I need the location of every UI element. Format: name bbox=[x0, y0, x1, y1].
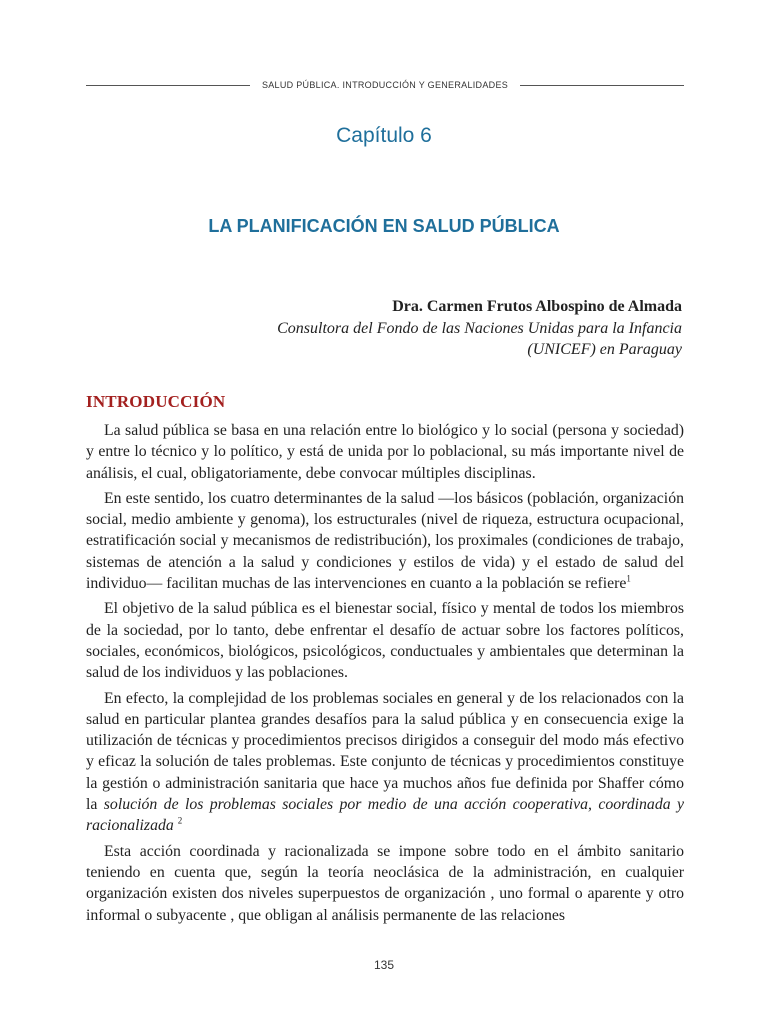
paragraph-4 bbox=[86, 688, 684, 837]
paragraph-5-text: Esta acción coordinada y racionalizada se impone sobre todo en el ámbito sanitario teniendo en cuenta que, según la teoría neoclásica de la administración, en cualquier organización existen dos niveles superpuestos de organización , uno formal o aparente y otro informal o subyacente , que obligan al análisis permanente de las relaciones bbox=[86, 842, 684, 924]
page-number: 135 bbox=[373, 958, 395, 972]
paragraph-2-text: En este sentido, los cuatro determinantes de la salud —los básicos (población, organización social, medio ambiente y genoma), los estructurales (nivel de riqueza, estructura ocupacional, estratificación social y mecanismos de redistribución), los proximales (condiciones de trabajo, sistemas de atención a la salud y condiciones y estilos de vida) y el estado de salud del individuo— facilitan muchas de las intervenciones en cuanto a la población se refiere bbox=[86, 489, 684, 593]
running-header bbox=[86, 80, 684, 90]
author-block bbox=[122, 296, 682, 361]
paragraph-3 bbox=[86, 598, 684, 683]
header-rule-right bbox=[520, 85, 684, 86]
header-rule-left bbox=[86, 85, 250, 86]
paragraph-1-text: La salud pública se basa en una relación entre lo biológico y lo social (persona y sociedad) y entre lo técnico y lo político, y está de unida por lo poblacional, su más importante nivel de análisis, el cual, obligatoriamente, debe convocar múltiples disciplinas. bbox=[86, 422, 684, 482]
section-heading: INTRODUCCIÓN bbox=[86, 392, 226, 411]
paragraph-1 bbox=[86, 420, 684, 484]
footnote-ref-2[interactable]: 2 bbox=[177, 816, 183, 827]
author-affiliation-line2: (UNICEF) en Paraguay bbox=[527, 341, 682, 358]
running-title: SALUD PÚBLICA. INTRODUCCIÓN Y GENERALIDADES bbox=[261, 80, 509, 90]
footnote-ref-1[interactable]: 1 bbox=[626, 573, 631, 584]
chapter-title: LA PLANIFICACIÓN EN SALUD PÚBLICA bbox=[208, 216, 560, 236]
paragraph-2 bbox=[86, 488, 684, 594]
author-name: Dra. Carmen Frutos Albospino de Almada bbox=[392, 298, 682, 315]
paragraph-5 bbox=[86, 841, 684, 926]
body-text bbox=[86, 420, 684, 930]
chapter-label: Capítulo 6 bbox=[336, 124, 432, 147]
author-affiliation-line1: Consultora del Fondo de las Naciones Unidas para la Infancia bbox=[277, 319, 682, 337]
paragraph-4-text: En efecto, la complejidad de los problemas sociales en general y de los relacionados con la salud en particular plantea grandes desafíos para la salud pública y en consecuencia exige la utilización de técnicas y procedimientos precisos dirigidos a conseguir del modo más efectivo y eficaz la solución de tales problemas. Este conjunto de técnicas y procedimientos constituye la gestión o administración sanitaria que hace ya muchos años fue definida por Shaffer cómo la bbox=[86, 689, 684, 814]
paragraph-3-text: El objetivo de la salud pública es el bienestar social, físico y mental de todos los miembros de la sociedad, por lo tanto, debe enfrentar el desafío de actuar sobre los factores políticos, sociales, económicos, biológicos, psicológicos, conductuales y ambientales que determinan la salud de los individuos y las poblaciones. bbox=[86, 600, 684, 682]
shaffer-quote: solución de los problemas sociales por medio de una acción cooperativa, coordinada y racionalizada bbox=[86, 796, 684, 835]
